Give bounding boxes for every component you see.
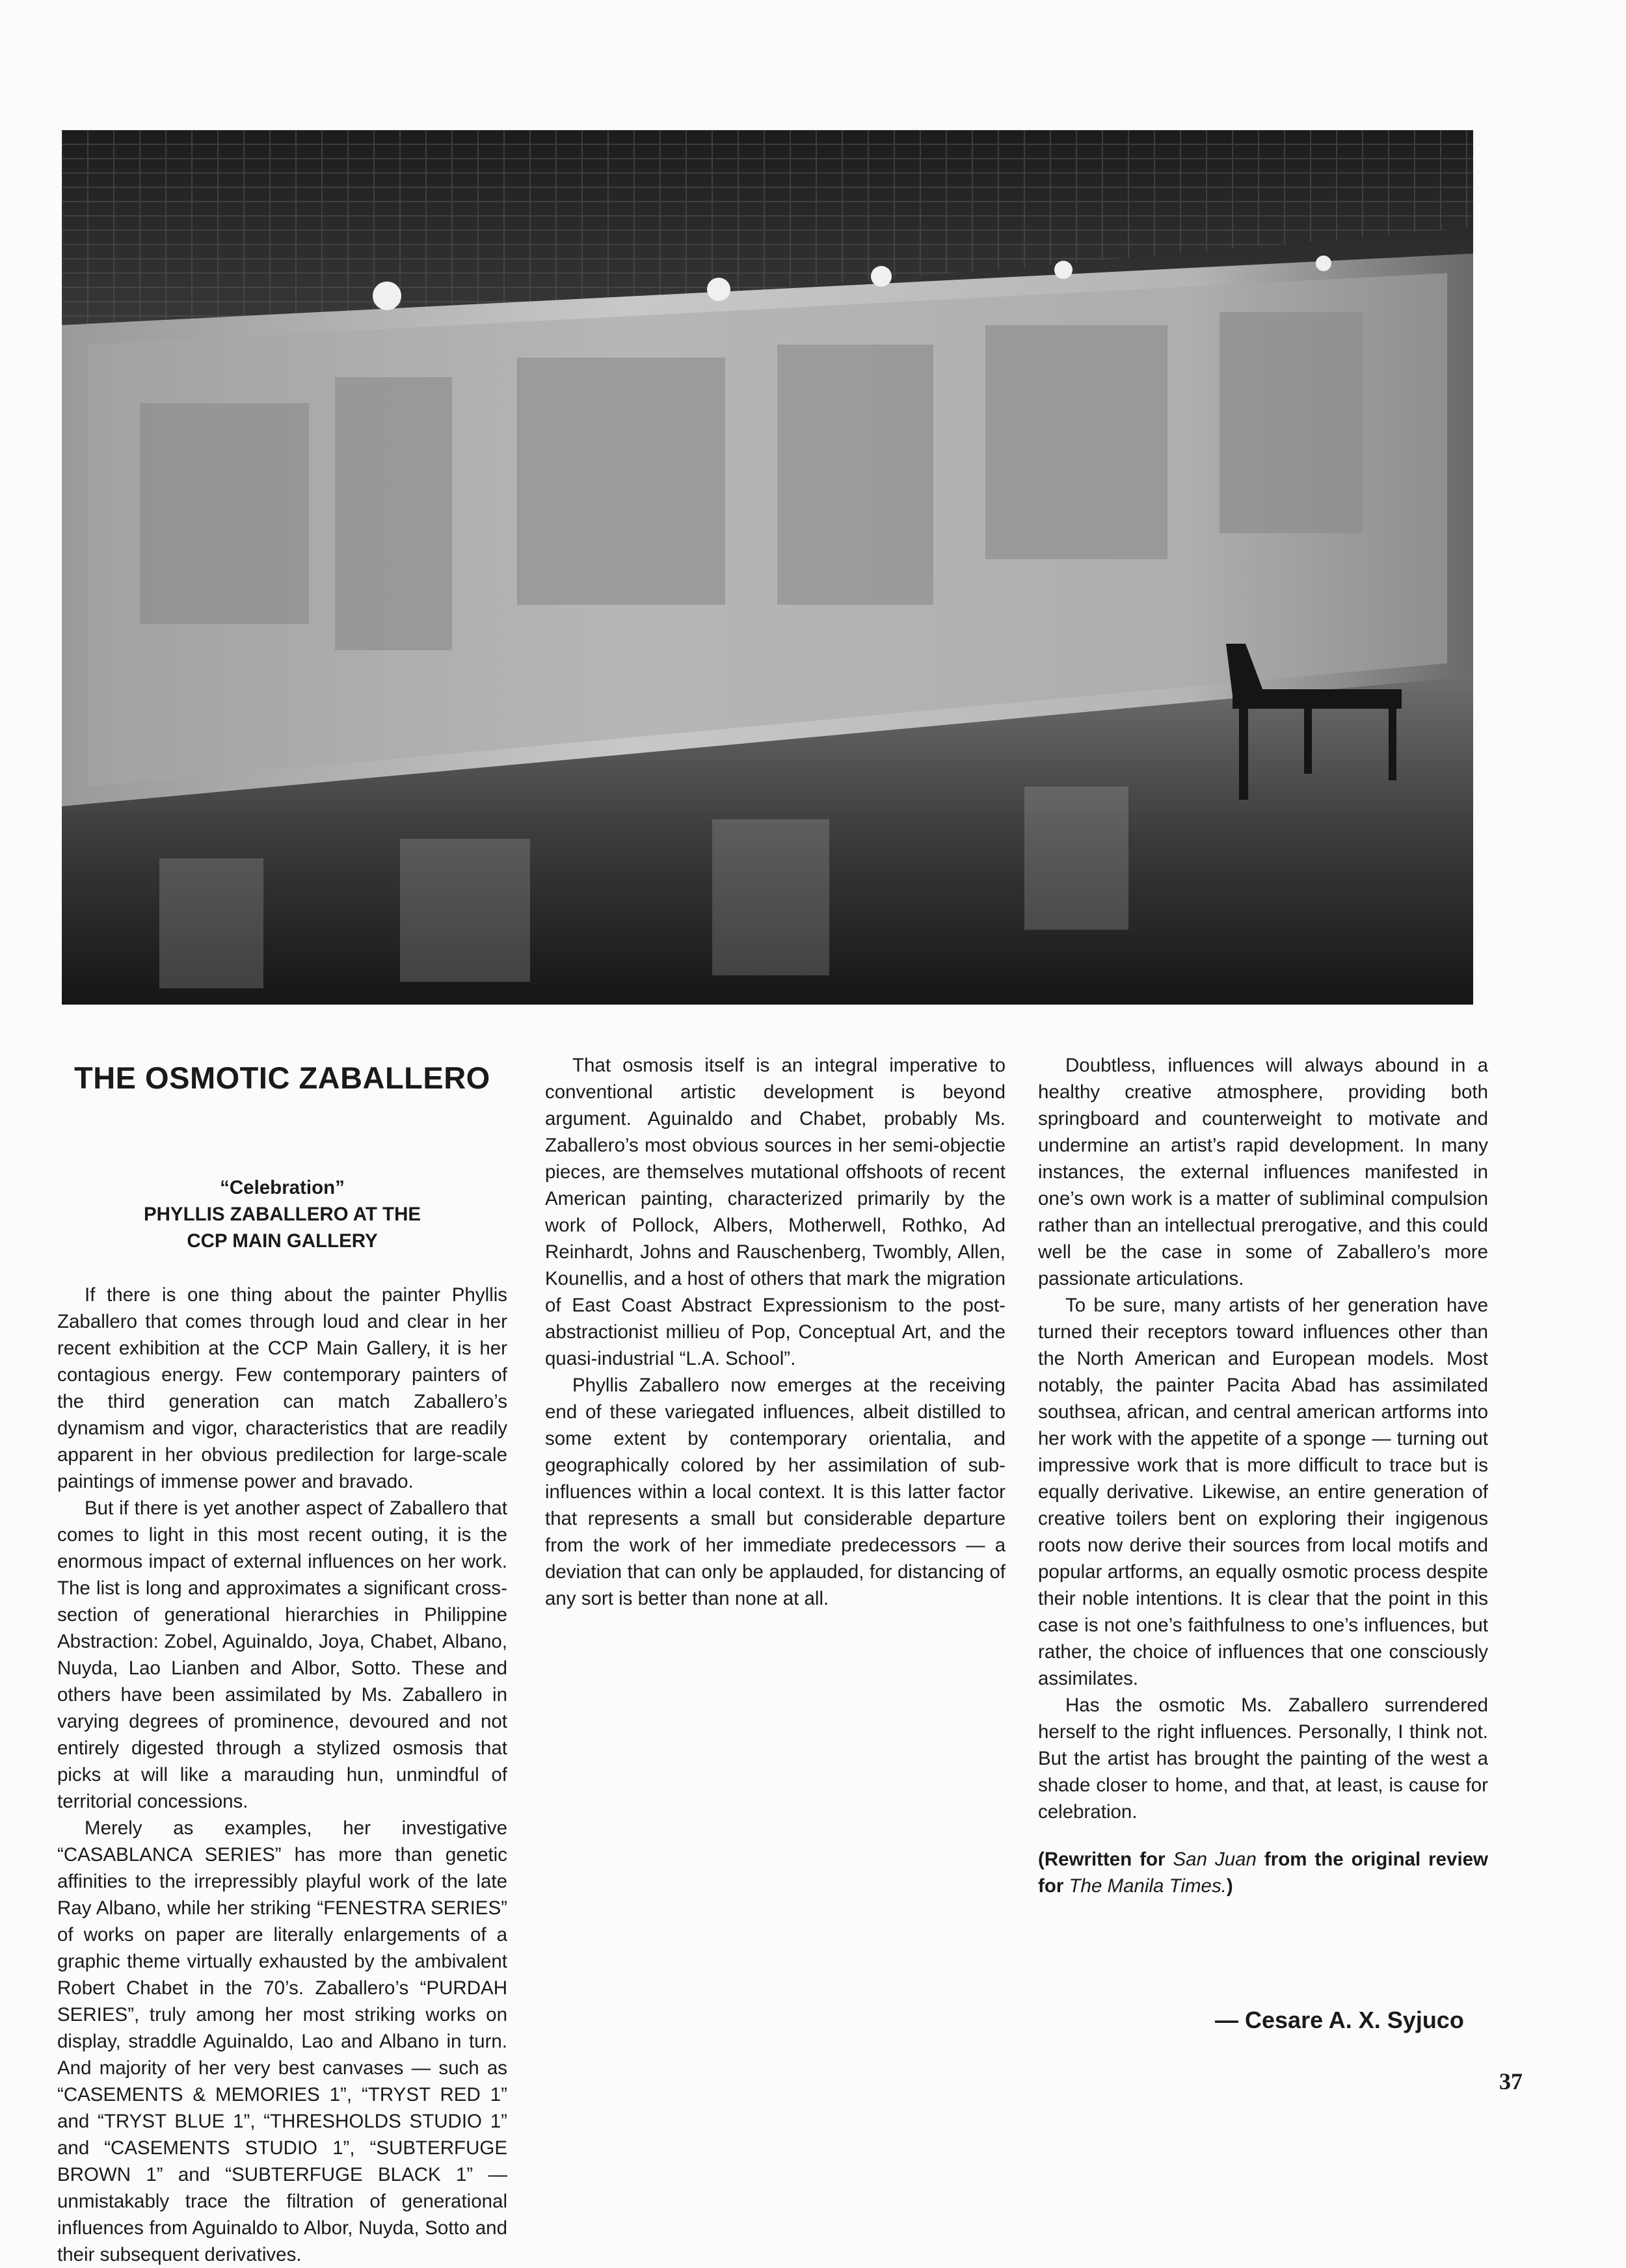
author-byline: — Cesare A. X. Syjuco [1215, 2007, 1464, 2033]
paragraph: Merely as examples, her investigative “CASABLANCA SERIES” has more than genetic affinities to the irrepressibly playful work of the late Ray Albano, while her striking “FENESTRA SERIES” of works on paper are literally enlargements of a graphic theme virtually exhausted by the ambivalent Robert Chabet in the 70’s. Zaballero’s “PURDAH SERIES”, truly among her most striking works on display, straddle Aguinaldo, Lao and Albano in turn. And majority of her very best canvases — such as “CASEMENTS & MEMORIES 1”, “TRYST RED 1” and “TRYST BLUE 1”, “THRESHOLDS STUDIO 1” and “CASEMENTS STUDIO 1”, “SUBTERFUGE BROWN 1” and “SUBTERFUGE BLACK 1” — unmistakably trace the filtration of generational influences from Aguinaldo to Albor, Nuyda, Sotto and their subsequent derivatives. [57, 1817, 507, 2265]
column-3 [1038, 1052, 1488, 1899]
paragraph: But if there is yet another aspect of Zaballero that comes to light in this most recent outing, it is the enormous impact of external influences on her work. The list is long and approximates a significant cross-section of generational hierarchies in Philippine Abstraction: Zobel, Aguinaldo, Joya, Chabet, Albano, Nuyda, Lao Lianben and Albor, Sotto. These and others have been assimilated by Ms. Zaballero in varying degrees of prominence, devoured and not entirely digested through a stylized osmosis that picks at will like a marauding hun, unmindful of territorial concessions. [57, 1497, 507, 1812]
paragraph: To be sure, many artists of her generation have turned their receptors toward influences other than the North American and European models. Most notably, the painter Pacita Abad has assimilated southsea, african, and central american artforms into her work with the appetite of a sponge — turning out impressive work that is more difficult to trace but is equally derivative. Likewise, an entire generation of creative toilers bent on exploring their ingigenous roots now derive their sources from local motifs and popular artforms, an equally osmotic process despite their noble intentions. It is clear that the point in this case is not one’s faithfulness to one’s influences, but rather, the choice of influences that one consciously assimilates. [1038, 1295, 1488, 1689]
credit-publication: San Juan [1173, 1849, 1257, 1870]
source-credit [1038, 1846, 1488, 1899]
paragraph: That osmosis itself is an integral imperative to conventional artistic development is beyond argument. Aguinaldo and Chabet, probably Ms. Zaballero’s most obvious sources in her semi-objectie pieces, are themselves mutational offshoots of recent American painting, characterized primarily by the work of Pollock, Albers, Motherwell, Rothko, Ad Reinhardt, Johns and Rauschenberg, Twombly, Allen, Kounellis, and a host of others that mark the migration of East Coast Abstract Expressionism to the post-abstractionist millieu of Pop, Conceptual Art, and the quasi-industrial “L.A. School”. [545, 1055, 1006, 1369]
column-2 [545, 1052, 1006, 1612]
gallery-photo-icon [62, 130, 1473, 1005]
paragraph: Doubtless, influences will always abound in a healthy creative atmosphere, providing both springboard and counterweight to motivate and undermine an artist’s rapid development. In many instances, the external influences manifested in one’s own work is a matter of subliminal compulsion rather than an intellectual prerogative, and this could well be the case in some of Zaballero’s more passionate articulations. [1038, 1055, 1488, 1289]
gallery-photo [62, 130, 1473, 1005]
article-title: THE OSMOTIC ZABALLERO [74, 1061, 490, 1095]
credit-prefix: (Rewritten for [1038, 1849, 1173, 1870]
page-number: 37 [1499, 2068, 1523, 2094]
credit-source: The Manila Times. [1069, 1875, 1227, 1897]
paragraph: Has the osmotic Ms. Zaballero surrendered herself to the right influences. Personally, I think not. But the artist has brought the painting of the west a shade closer to home, and that, at least, is cause for celebration. [1038, 1694, 1488, 1823]
paragraph: If there is one thing about the painter Phyllis Zaballero that comes through loud and clear in her recent exhibition at the CCP Main Gallery, it is her contagious energy. Few contemporary painters of the third generation can match Zaballero’s dynamism and vigor, characteristics that are readily apparent in her obvious predilection for large-scale paintings of immense power and bravado. [57, 1284, 507, 1492]
column-1 [57, 1053, 507, 2268]
subtitle-line: PHYLLIS ZABALLERO AT THE [143, 1204, 421, 1225]
subtitle-line: “Celebration” [220, 1177, 345, 1198]
subtitle-line: CCP MAIN GALLERY [187, 1230, 378, 1252]
paragraph: Phyllis Zaballero now emerges at the receiving end of these variegated influences, albeit distilled to some extent by contemporary orientalia, and geographically colored by her assimilation of sub-influences within a local context. It is this latter factor that represents a small but considerable departure from the work of her immediate predecessors — a deviation that can only be applauded, for distancing of any sort is better than none at all. [545, 1375, 1006, 1609]
credit-middle: from the original review for [1038, 1849, 1488, 1897]
article-subtitle [57, 1174, 507, 1254]
credit-suffix: ) [1226, 1875, 1233, 1897]
